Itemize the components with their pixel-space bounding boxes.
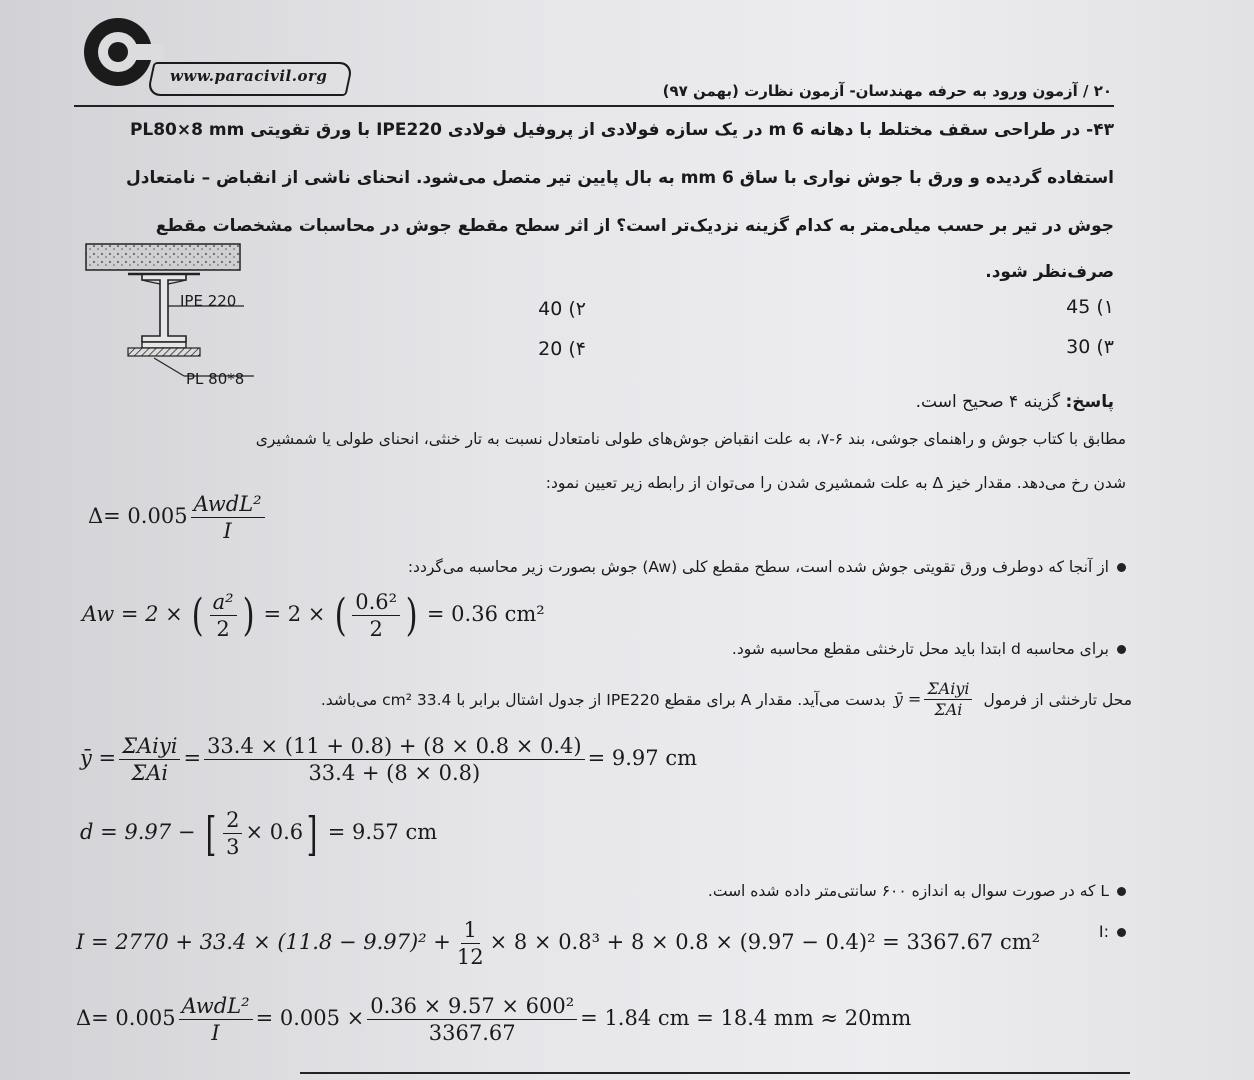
answer-bullet-1 bbox=[408, 558, 1126, 576]
bullet-2-text: برای محاسبه d ابتدا باید محل تارخنثی مقطع محاسبه شود. bbox=[731, 640, 1109, 658]
header-rule bbox=[74, 105, 1114, 107]
footer-rule bbox=[300, 1072, 1130, 1074]
eq2-mid: = 2 × bbox=[263, 602, 326, 627]
eq4-inner: × 0.6 bbox=[245, 820, 304, 845]
question-line-2: استفاده گردیده و ورق با جوش نواری با ساق 6 mm به بال پایین تیر متصل می‌شود. انحنای ناشی از انقباض – نامتعادل bbox=[126, 168, 1114, 188]
question-line-4: صرف‌نظر شود. bbox=[985, 262, 1114, 282]
inline-centroid-formula: ȳ = $\frac{\text{ΣAiyi}}{\text{ΣAi}}$ bbox=[894, 680, 976, 720]
option-1: ۱) 45 bbox=[1066, 296, 1114, 318]
para3-start: محل تارخنثی از فرمول bbox=[983, 690, 1132, 709]
eq2-den1: 2 bbox=[216, 617, 230, 642]
para3-end: بدست می‌آید. مقدار A برای مقطع IPE220 از جدول اشتال برابر با 33.4 cm² می‌باشد. bbox=[320, 690, 886, 709]
eq6-den2: 3367.67 bbox=[428, 1021, 516, 1046]
eq5-part-a: I = 2770 + 33.4 × (11.8 − 9.97)² + bbox=[76, 930, 451, 955]
eq6-den1: I bbox=[211, 1021, 220, 1046]
bullet-icon bbox=[1117, 928, 1126, 937]
eq6-mid: = 0.005 × bbox=[255, 1006, 365, 1031]
equation-4: d = 9.97 − [ $\frac{2}{3}$ × 0.6] = 9.57 cm bbox=[80, 806, 438, 861]
eq2-rhs: = 0.36 cm² bbox=[426, 602, 545, 627]
bullet-icon bbox=[1117, 887, 1126, 896]
answer-para-1: مطابق با کتاب جوش و راهنمای جوشی، بند ۶-۷، به علت انقباض جوش‌های طولی نامتعادل نسبت به تار خنثی، انحنای طولی یا شمشیری bbox=[255, 430, 1126, 448]
eq1-lhs: Δ= 0.005 bbox=[88, 504, 188, 529]
answer-heading bbox=[916, 392, 1114, 412]
option-3: ۳) 30 bbox=[1066, 336, 1114, 358]
site-url: www.paracivil.org bbox=[170, 67, 328, 85]
eq6-num1: AwdL² bbox=[179, 994, 253, 1020]
eq3-frac1-den: ΣAi bbox=[131, 761, 169, 786]
eq4-lhs: d = 9.97 − bbox=[80, 820, 196, 845]
eq3-frac1-num: ΣAiyi bbox=[119, 734, 180, 760]
question-line-1: ۴۳- در طراحی سقف مختلط با دهانه 6 m در یک سازه فولادی از پروفیل فولادی IPE220 با ورق تقویتی PL80×8 mm bbox=[129, 120, 1114, 140]
eq1-numerator: AwdL² bbox=[191, 492, 265, 518]
bullet-icon bbox=[1117, 563, 1126, 572]
eq2-num2: 0.6² bbox=[352, 590, 400, 616]
beam-label: IPE 220 bbox=[180, 292, 237, 310]
page-info: ۲۰ / آزمون ورود به حرفه مهندسان- آزمون نظارت (بهمن ۹۷) bbox=[662, 82, 1112, 100]
equation-6 bbox=[76, 994, 911, 1045]
option-4: ۴) 20 bbox=[538, 338, 586, 360]
equation-1 bbox=[88, 492, 268, 543]
equation-3: ȳ = $\frac{\text{ΣAiyi}}{\text{ΣAi}}$ = $\frac{33.4 \times (11 + 0.8) + (8 \times 0.8 \times 0.4)}{33.4 + (8 \times 0.8)}$ = 9.97 cm bbox=[80, 734, 697, 786]
beam-section-figure bbox=[84, 236, 264, 386]
equation-2: Aw = 2 × ( $\frac{\text{a²}}{2}$ ) = 2 × ( $\frac{\text{0.6²}}{2}$ ) = 0.36 cm² bbox=[82, 589, 545, 642]
bullet-icon bbox=[1117, 645, 1126, 654]
eq3-lhs: ȳ = bbox=[80, 746, 117, 771]
eq5-den: 12 bbox=[456, 945, 484, 970]
question-line-3: جوش در تیر بر حسب میلی‌متر به کدام گزینه نزدیک‌تر است؟ از اثر سطح مقطع جوش در محاسبات مشخصات مقطع bbox=[155, 216, 1114, 236]
eq1-denominator: I bbox=[223, 519, 232, 544]
eq3-rhs: = 9.97 cm bbox=[587, 746, 697, 771]
answer-bullet-3 bbox=[708, 882, 1126, 900]
eq2-num1: a² bbox=[210, 590, 237, 616]
eq2-lhs: Aw = 2 × bbox=[82, 602, 183, 627]
option-2: ۲) 40 bbox=[538, 298, 586, 320]
eq6-rhs: = 1.84 cm = 18.4 mm ≈ 20mm bbox=[580, 1006, 912, 1031]
eq6-num2: 0.36 × 9.57 × 600² bbox=[367, 994, 577, 1020]
eq4-num: 2 bbox=[223, 808, 242, 834]
answer-bullet-2 bbox=[732, 640, 1126, 658]
bullet-1-text: از آنجا که دوطرف ورق تقویتی جوش شده است، سطح مقطع کلی (Aw) جوش بصورت زیر محاسبه می‌گردد: bbox=[407, 558, 1109, 576]
eq4-den: 3 bbox=[226, 835, 240, 860]
answer-para-2: شدن رخ می‌دهد. مقدار خیز Δ به علت شمشیری شدن را می‌توان از رابطه زیر تعیین نمود: bbox=[545, 474, 1126, 492]
bullet-4-text: :I bbox=[1098, 922, 1109, 941]
eq4-rhs: = 9.57 cm bbox=[327, 820, 438, 845]
eq3-frac2-num: 33.4 × (11 + 0.8) + (8 × 0.8 × 0.4) bbox=[204, 734, 585, 760]
eq5-num: 1 bbox=[461, 918, 480, 944]
inline-den: ΣAi bbox=[934, 700, 963, 720]
eq5-part-b: × 8 × 0.8³ + 8 × 0.8 × (9.97 − 0.4)² = 3367.67 cm² bbox=[489, 930, 1041, 955]
eq6-lhs: Δ= 0.005 bbox=[76, 1006, 176, 1031]
answer-para-3 bbox=[112, 680, 1132, 720]
inline-num: ΣAiyi bbox=[924, 680, 972, 700]
answer-title: پاسخ: bbox=[1065, 392, 1114, 412]
bullet-3-text: L که در صورت سوال به اندازه ۶۰۰ سانتی‌متر داده شده است. bbox=[707, 882, 1109, 900]
equation-5 bbox=[76, 918, 1040, 969]
eq2-den2: 2 bbox=[369, 617, 383, 642]
plate-label: PL 80*8 bbox=[186, 370, 245, 388]
eq3-frac2-den: 33.4 + (8 × 0.8) bbox=[308, 761, 481, 786]
answer-bullet-4 bbox=[1099, 922, 1126, 941]
answer-correct: گزینه ۴ صحیح است. bbox=[915, 392, 1061, 412]
